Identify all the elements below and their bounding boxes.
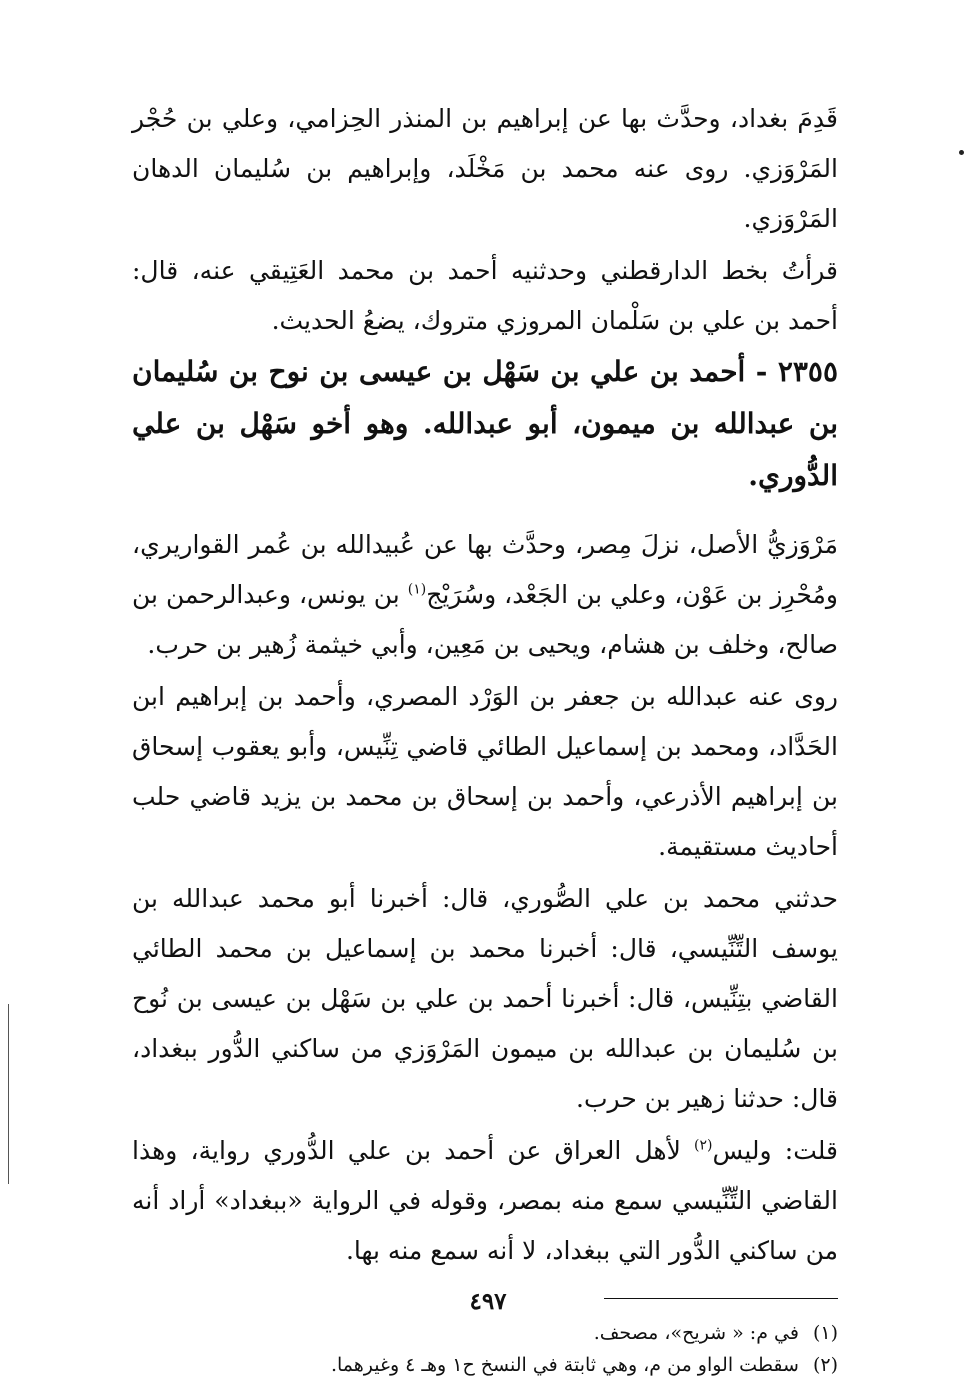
final-text-2: لأهل العراق عن أحمد بن علي الدُّوري رواية، وهذا القاضي التِّنِّيسي سمع منه بمصر، وقوله في الرواية «ببغداد» أراد أنه من ساكني الدُّور التي ببغداد، لا أنه سمع منه بها. [132,1136,838,1265]
footnote-text-2: سقطت الواو من م، وهي ثابتة في النسخ ح١ وهـ ٤ وغيرهما. [330,1354,799,1376]
final-text-1: قلت: وليس [712,1136,838,1165]
entry-heading [132,346,838,502]
footnote-mark-2: (٢) [812,1354,838,1376]
entry-number: ٢٣٥٥ [777,355,838,388]
footnote-ref-2[interactable]: (٢) [694,1137,713,1154]
section-gap [132,502,838,520]
paragraph-chain: حدثني محمد بن علي الصُّوري، قال: أخبرنا أبو محمد عبدالله بن يوسف التِّنِّيسي، قال: أخبرنا محمد بن إسماعيل بن محمد الطائي القاضي بتِنِّيس، قال: أخبرنا أحمد بن علي بن سَهْل بن عيسى بن نُوح بن سُليمان بن عبدالله بن ميمون المَرْوَزي من ساكني الدُّور ببغداد، قال: حدثنا زهير بن حرب. [132,884,838,1113]
bio-text-1: مَرْوَزيُّ الأصل، نزلَ مِصر، وحدَّث بها عن عُبيدالله بن عُمر القواريري، ومُحْرِز بن عَوْن، وعلي بن الجَعْد، وسُرَيْج [132,530,838,609]
page-body [132,94,838,1381]
paragraph-top-1: قَدِمَ بغداد، وحدَّث بها عن إبراهيم بن المنذر الحِزامي، وعلي بن حُجْر المَرْوَزي. روى عنه محمد بن مَخْلَد، وإبراهيم بن سُليمان الدهان المَرْوَزي. [132,104,838,233]
margin-dot [959,150,964,155]
footnote-1 [132,1317,838,1349]
page-number: ٤٩٧ [469,1288,507,1315]
paragraph-narrators: روى عنه عبدالله بن جعفر بن الوَرْد المصري، وأحمد بن إبراهيم ابن الحَدَّاد، ومحمد بن إسماعيل الطائي قاضي تِنِّيس، وأبو يعقوب إسحاق بن إبراهيم الأذرعي، وأحمد بن إسحاق بن محمد بن يزيد قاضي حلب أحاديث مستقيمة. [132,682,838,861]
paragraph-bio [132,520,838,670]
paragraph-top-2: قرأتُ بخط الدارقطني وحدثنيه أحمد بن محمد العَتِيقي عنه، قال: أحمد بن علي بن سَلْمان المروزي متروك، يضعُ الحديث. [132,256,838,335]
bio-text-2: بن يونس، وعبدالرحمن بن صالح، وخلف بن هشام، ويحيى بن مَعِين، وأبي خيثمة زُهير بن حرب. [132,580,838,659]
paragraph-final [132,1126,838,1276]
entry-title: أحمد بن علي بن سَهْل بن عيسى بن نوح بن سُليمان بن عبدالله بن ميمون، أبو عبدالله. وهو أخو سَهْل بن علي الدُّوري. [132,355,838,492]
margin-rule [8,1004,9,1184]
footnote-ref-1[interactable]: (١) [407,581,427,598]
entry-separator: - [745,355,778,388]
footnote-2 [132,1349,838,1381]
footnote-mark-1: (١) [812,1322,838,1344]
footnote-text-1: في م: « شريح»، مصحف. [593,1322,799,1344]
